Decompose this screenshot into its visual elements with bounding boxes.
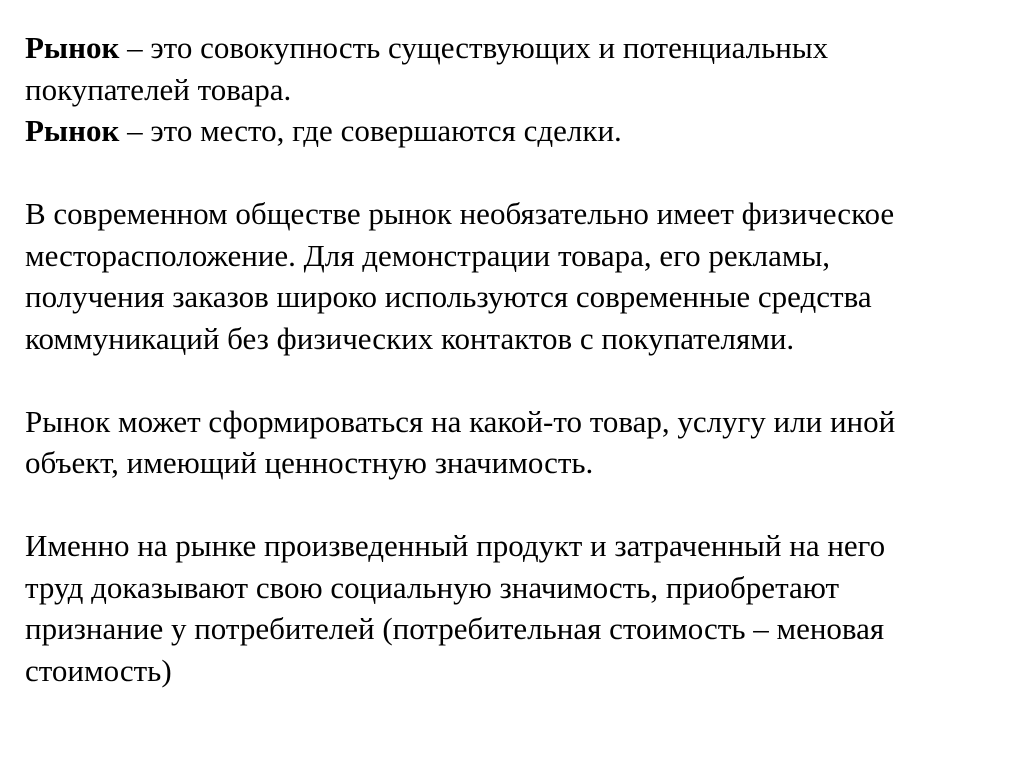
definition-text: – это место, где совершаются сделки. (119, 113, 622, 148)
term-market: Рынок (25, 113, 120, 148)
paragraph-line: Именно на рынке произведенный продукт и затраченный на него (25, 528, 886, 563)
paragraph-line: Рынок может сформироваться на какой-то товар, услугу или иной (25, 403, 896, 439)
definition-market-place (25, 110, 1015, 152)
paragraph-line: стоимость) (25, 652, 172, 688)
paragraph-line: признание у потребителей (потребительная стоимость – меновая (25, 611, 885, 646)
paragraph-gap (25, 152, 1015, 194)
slide-text (25, 27, 1015, 691)
definition-text: – это совокупность существующих и потенциальных (119, 30, 829, 65)
paragraph-line: получения заказов широко используются современные средства (25, 279, 872, 314)
paragraph-gap (25, 359, 1015, 401)
paragraph-line: коммуникаций без физических контактов с покупателями. (25, 320, 795, 356)
definition-market-buyers (25, 27, 1015, 69)
term-market: Рынок (25, 30, 120, 65)
paragraph-line: объект, имеющий ценностную значимость. (25, 445, 594, 480)
paragraph-line: месторасположение. Для демонстрации товара, его рекламы, (25, 237, 831, 273)
paragraph-line: труд доказывают свою социальную значимость, приобретают (25, 569, 840, 605)
paragraph-line: В современном обществе рынок необязательно имеет физическое (25, 196, 895, 231)
paragraph-gap (25, 484, 1015, 526)
definition-continuation: покупателей товара. (25, 71, 292, 107)
